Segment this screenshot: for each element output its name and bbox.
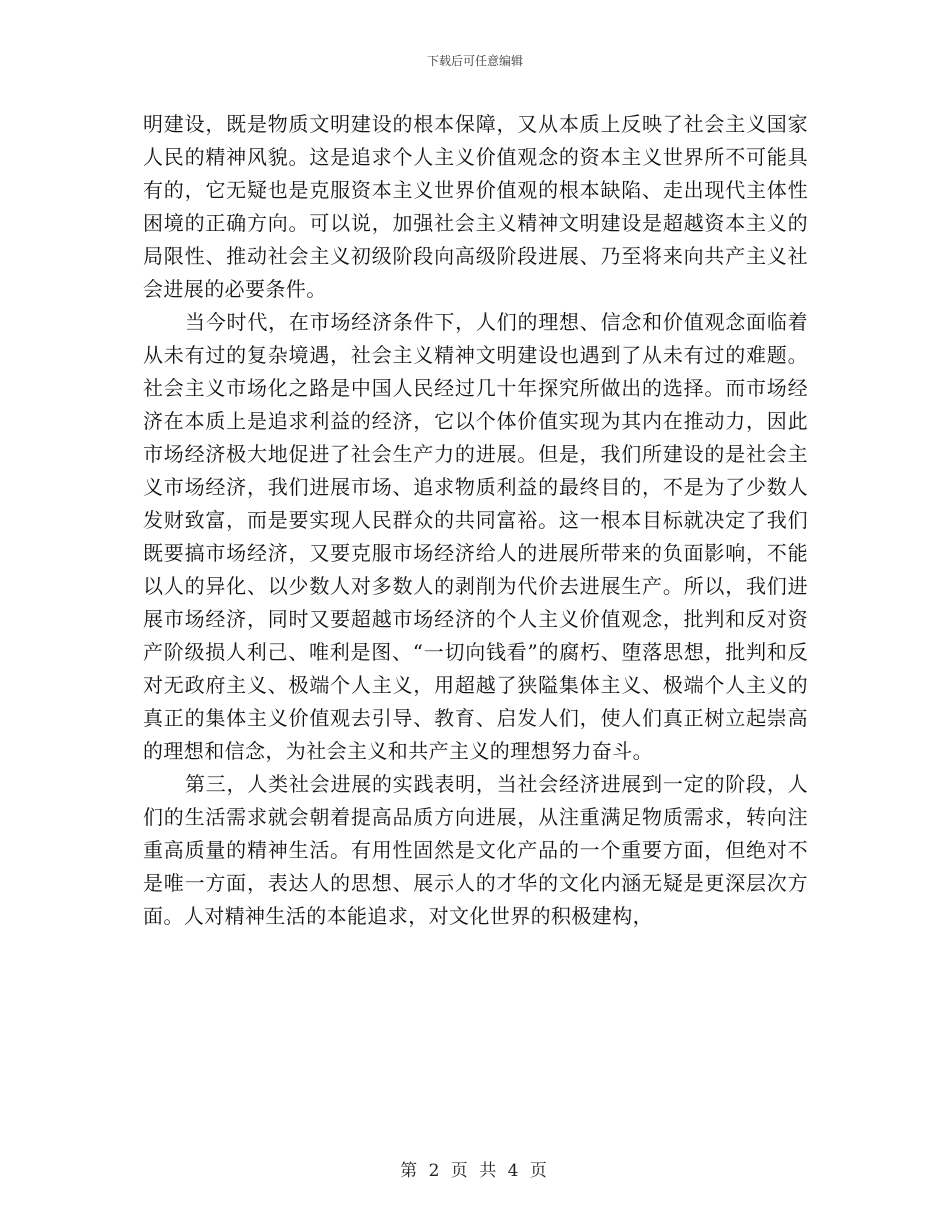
page-header: 下载后可任意编辑 <box>426 54 523 68</box>
paragraph-1: 明建设，既是物质文明建设的根本保障，又从本质上反映了社会主义国家人民的精神风貌。这是追求个人主义价值观念的资本主义世界所不可能具有的，它无疑也是克服资本主义世界价值观的根本缺陷、走出现代主体性困境的正确方向。可以说，加强社会主义精神文明建设是超越资本主义的局限性、推动社会主义初级阶段向高级阶段进展、乃至将来向共产主义社会进展的必要条件。 <box>143 112 808 301</box>
document-body <box>143 108 808 933</box>
paragraph-2: 当今时代，在市场经济条件下，人们的理想、信念和价值观念面临着从未有过的复杂境遇，社会主义精神文明建设也遇到了从未有过的难题。社会主义市场化之路是中国人民经过几十年探究所做出的选择。而市场经济在本质上是追求利益的经济，它以个体价值实现为其内在推动力，因此市场经济极大地促进了社会生产力的进展。但是，我们所建设的是社会主义市场经济，我们进展市场、追求物质利益的最终目的，不是为了少数人发财致富，而是要实现人民群众的共同富裕。这一根本目标就决定了我们既要搞市场经济，又要克服市场经济给人的进展所带来的负面影响，不能以人的异化、以少数人对多数人的剥削为代价去进展生产。所以，我们进展市场经济，同时又要超越市场经济的个人主义价值观念，批判和反对资产阶级损人利己、唯利是图、“一切向钱看”的腐朽、堕落思想，批判和反对无政府主义、极端个人主义，用超越了狭隘集体主义、极端个人主义的真正的集体主义价值观去引导、教育、启发人们，使人们真正树立起崇高的理想和信念，为社会主义和共产主义的理想努力奋斗。 <box>143 310 808 763</box>
paragraph-3: 第三，人类社会进展的实践表明，当社会经济进展到一定的阶段，人们的生活需求就会朝着提高品质方向进展，从注重满足物质需求，转向注重高质量的精神生活。有用性固然是文化产品的一个重要方面，但绝对不是唯一方面，表达人的思想、展示人的才华的文化内涵无疑是更深层次方面。人对精神生活的本能追求，对文化世界的积极建构， <box>143 772 808 928</box>
page-number-footer: 第 2 页 共 4 页 <box>400 1161 550 1181</box>
